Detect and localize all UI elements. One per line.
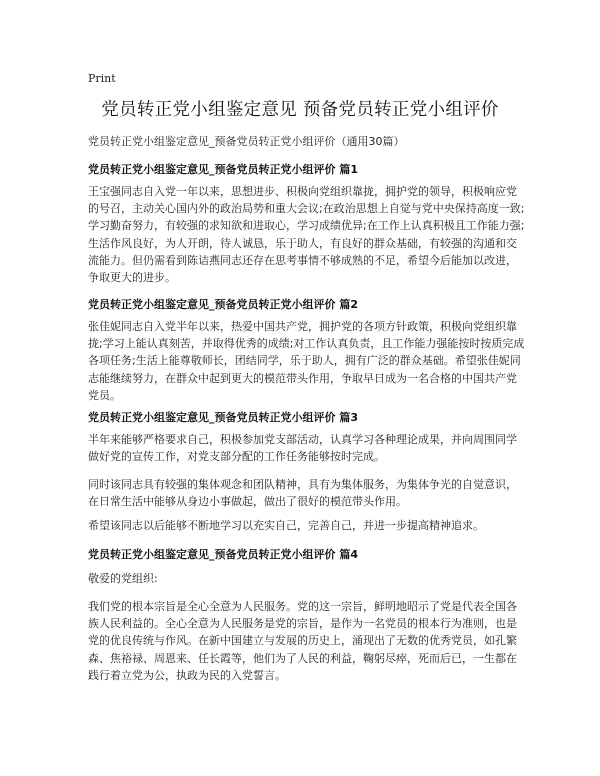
section-4-paragraph-1: 敬爱的党组织: — [88, 572, 158, 585]
section-3-paragraph-1: 半年来能够严格要求自己，积极参加党支部活动，认真学习各种理论成果，并向周围同学做好党的宣传工作，对党支部分配的工作任务能够按时完成。 — [88, 433, 517, 464]
section-4-paragraph-2: 我们党的根本宗旨是全心全意为人民服务。党的这一宗旨，鲜明地昭示了党是代表全国各族人民利益的。全心全意为人民服务是党的宗旨，是作为一名党员的根本行为准则，也是党的优良传统与作风。在新中国建立与发展的历史上，涌现出了无数的优秀党员，如孔繁森、焦裕禄、周恩来、任长霞等，他们为了人民的利益，鞠躬尽瘁，死而后已，一生都在践行着立党为公，执政为民的入党誓言。 — [88, 600, 517, 682]
section-1-paragraph-1: 王宝强同志自入党一年以来，思想进步、积极向党组织靠拢，拥护党的领导，积极响应党的号召，主动关心国内外的政治局势和重大会议;在政治思想上自觉与党中央保持高度一致;学习勤奋努力，有较强的求知欲和进取心，学习成绩优异;在工作上认真积极且工作能力强;生活作风良好，为人开朗，待人诚恳，乐于助人，有良好的群众基础，有较强的沟通和交流能力。但仍需看到陈诘燕同志还存在思考事情不够成熟的不足，希望今后能加以改进，争取更大的进步。 — [88, 185, 525, 285]
section-3-paragraph-2: 同时该同志具有较强的集体观念和团队精神，具有为集体服务，为集体争光的自觉意识，在日常生活中能够从身边小事做起，做出了很好的模范带头作用。 — [88, 478, 517, 509]
section-heading-4: 党员转正党小组鉴定意见_预备党员转正党小组评价 篇4 — [88, 548, 358, 561]
section-heading-1: 党员转正党小组鉴定意见_预备党员转正党小组评价 篇1 — [88, 163, 358, 176]
section-heading-3: 党员转正党小组鉴定意见_预备党员转正党小组评价 篇3 — [88, 411, 358, 424]
document-subtitle: 党员转正党小组鉴定意见_预备党员转正党小组评价（通用30篇） — [88, 135, 405, 148]
document-title: 党员转正党小组鉴定意见 预备党员转正党小组评价 — [101, 100, 499, 120]
print-link[interactable]: Print — [88, 72, 116, 85]
section-heading-2: 党员转正党小组鉴定意见_预备党员转正党小组评价 篇2 — [88, 298, 358, 311]
section-2-paragraph-1: 张佳妮同志自入党半年以来，热爱中国共产党，拥护党的各项方针政策，积极向党组织靠拢;学习上能认真刻苦，并取得优秀的成绩;对工作认真负责，且工作能力强能按时按质完成各项任务;生活上能尊敬师长，团结同学，乐于助人，拥有广泛的群众基础。希望张佳妮同志能继续努力，在群众中起到更大的模范带头作用，争取早日成为一名合格的中国共产党党员。 — [88, 320, 525, 402]
section-3-paragraph-3: 希望该同志以后能够不断地学习以充实自己，完善自己，并进一步提高精神追求。 — [88, 519, 484, 532]
